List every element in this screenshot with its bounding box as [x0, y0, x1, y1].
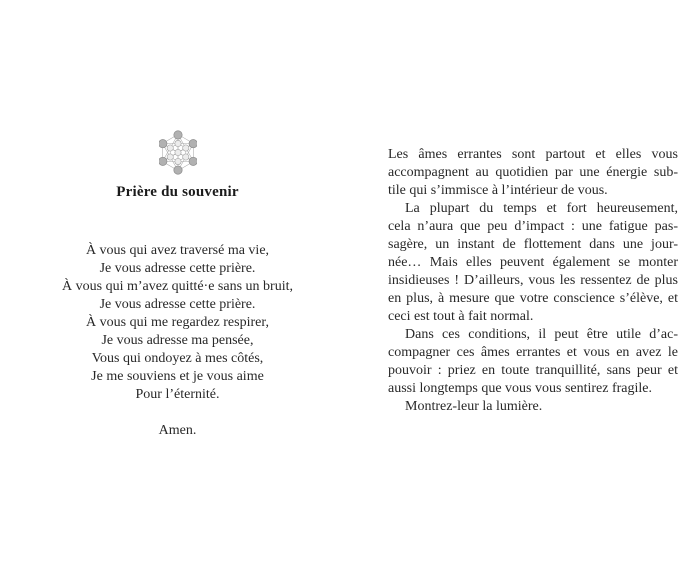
text-line: Dans ces conditions, il peut être utile d’ac- — [405, 327, 678, 342]
amen-text: Amen. — [158, 423, 197, 438]
text-line: compagner ces âmes errantes et vous en avez le — [388, 345, 678, 360]
poem-line: Je vous adresse cette prière. — [99, 261, 256, 276]
text-line: accompagnent au quotidien par une énergie sub- — [388, 165, 678, 180]
poem-line: Pour l’éternité. — [135, 387, 220, 402]
poem-line: Je me souviens et je vous aime — [91, 369, 264, 384]
text-line: sagère, un instant de flottement dans une jour- — [388, 237, 678, 252]
poem-line: Je vous adresse cette prière. — [99, 297, 256, 312]
text-line: La plupart du temps et fort heureusement, — [405, 201, 678, 216]
poem-line: À vous qui me regardez respirer, — [86, 315, 269, 330]
poem-line: À vous qui avez traversé ma vie, — [85, 243, 270, 258]
text-line: née… Mais elles peuvent également se monter — [388, 255, 678, 270]
text-line: Montrez-leur la lumière. — [405, 399, 543, 414]
text-line: aussi longtemps que vous vous sentirez fragile. — [388, 381, 653, 396]
page-title: Prière du souvenir — [116, 184, 239, 200]
text-line: pouvoir : priez en toute tranquillité, sans peur et — [388, 363, 678, 378]
text-line: Les âmes errantes sont partout et elles vous — [388, 147, 678, 162]
poem-line: À vous qui m’avez quitté·e sans un bruit, — [62, 279, 293, 294]
book-page-right — [388, 146, 678, 416]
text-line: ceci est tout à fait normal. — [388, 309, 534, 324]
text-line: tile qui s’immisce à l’intérieur de vous. — [388, 183, 608, 198]
text-line: insidieuses ! D’ailleurs, vous les ressentez de plus — [388, 273, 678, 288]
book-page-left — [40, 129, 315, 440]
poem-line: Vous qui ondoyez à mes côtés, — [91, 351, 264, 366]
poem-line: Je vous adresse ma pensée, — [101, 333, 254, 348]
text-line: cela n’aura que peu d’impact : une fatigue pas- — [388, 219, 678, 234]
metatron-cube-icon — [159, 129, 197, 176]
poem — [40, 242, 315, 404]
text-line: en plus, à mesure que votre conscience s’élève, et — [388, 291, 678, 306]
